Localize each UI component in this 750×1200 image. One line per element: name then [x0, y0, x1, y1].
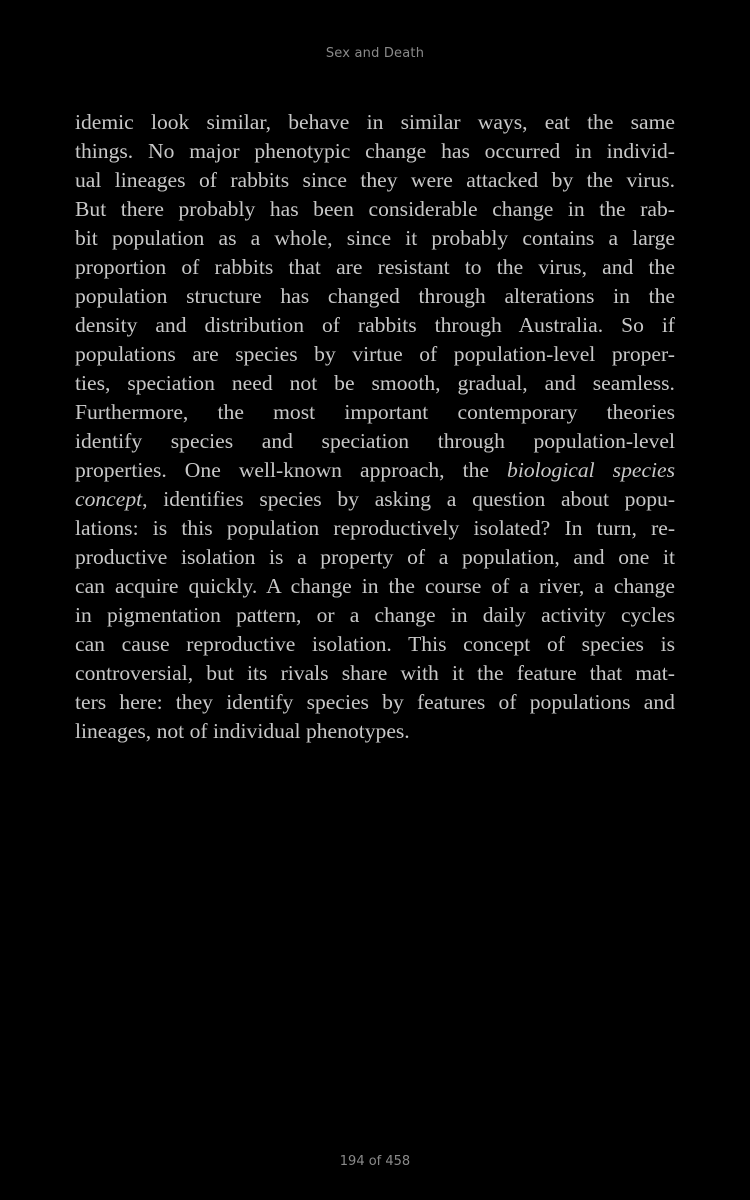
text-word: and — [261, 429, 293, 453]
text-word: of — [181, 255, 200, 279]
text-word: a — [446, 487, 457, 511]
text-word: controversial, — [75, 661, 194, 685]
text-word: alterations — [504, 284, 595, 308]
text-word: cause — [121, 632, 170, 656]
text-word: proportion — [75, 255, 167, 279]
text-word: of — [419, 342, 438, 366]
text-word: a — [594, 574, 604, 598]
text-word: mat- — [635, 661, 675, 685]
text-word: or — [316, 603, 335, 627]
text-word: , — [142, 487, 148, 511]
text-word: course — [424, 574, 482, 598]
text-word: population — [111, 226, 205, 250]
text-word: change — [613, 574, 676, 598]
text-word: has — [280, 284, 310, 308]
text-word: quickly. — [188, 574, 258, 598]
text-word: with — [400, 661, 439, 685]
text-word: virus. — [626, 168, 676, 192]
text-line — [75, 601, 675, 630]
text-word: and — [573, 545, 605, 569]
text-word: species — [170, 429, 234, 453]
text-line — [75, 195, 675, 224]
text-word: approach, — [360, 458, 445, 482]
text-word: are — [192, 342, 219, 366]
text-word: identify — [75, 429, 143, 453]
text-word: cycles — [621, 603, 675, 627]
text-word: whole, — [274, 226, 333, 250]
text-word: of — [189, 719, 208, 743]
text-word: rab- — [640, 197, 675, 221]
text-word: can — [75, 632, 105, 656]
text-word: through — [437, 429, 505, 453]
text-word: ters — [75, 690, 107, 714]
text-word: a — [519, 574, 529, 598]
text-word: and — [643, 690, 675, 714]
text-word: has — [269, 197, 299, 221]
text-word: the — [648, 284, 676, 308]
text-word: the — [648, 255, 675, 279]
text-word: is — [152, 516, 168, 540]
text-word: is — [660, 632, 676, 656]
text-word: rivals — [280, 661, 329, 685]
text-word: a — [297, 545, 307, 569]
text-word: individual — [212, 719, 301, 743]
text-word: things. — [75, 139, 134, 163]
text-word: population-level — [533, 429, 676, 453]
text-word: need — [231, 371, 273, 395]
text-word: has — [441, 139, 470, 163]
text-word: a — [438, 545, 449, 569]
text-word: eat — [544, 110, 570, 134]
text-word: in — [75, 603, 92, 627]
text-line — [75, 108, 675, 137]
text-word: feature — [516, 661, 577, 685]
text-word: in — [361, 574, 379, 598]
text-word: seamless. — [592, 371, 675, 395]
text-word: by — [337, 487, 359, 511]
text-word: rabbits — [357, 313, 417, 337]
text-word: identifies — [163, 487, 244, 511]
text-word: isolation. — [312, 632, 392, 656]
text-word: population — [75, 284, 168, 308]
text-word: is — [269, 545, 284, 569]
text-word: bit — [75, 226, 98, 250]
text-word: since — [346, 226, 392, 250]
text-word: in — [366, 110, 384, 134]
text-line — [75, 166, 675, 195]
text-word: pattern, — [236, 603, 302, 627]
text-word: distribution — [204, 313, 305, 337]
text-word: asking — [374, 487, 432, 511]
text-word: similar — [400, 110, 461, 134]
text-word: phenotypes. — [305, 719, 410, 743]
text-word: and — [155, 313, 187, 337]
text-word: populations — [75, 342, 176, 366]
text-line — [75, 572, 675, 601]
text-word: virus, — [538, 255, 587, 279]
text-word: rabbits — [230, 168, 290, 192]
text-word: of — [321, 313, 340, 337]
text-word: theories — [606, 400, 675, 424]
text-word: identify — [226, 690, 294, 714]
text-word: they — [175, 690, 213, 714]
text-word: not — [289, 371, 318, 395]
text-word: its — [247, 661, 268, 685]
text-word: contemporary — [457, 400, 578, 424]
text-word: in — [450, 603, 468, 627]
text-word: but — [206, 661, 234, 685]
text-word: river, — [538, 574, 585, 598]
text-word: virtue — [352, 342, 403, 366]
text-word: lineages, — [75, 719, 152, 743]
text-word: are — [336, 255, 363, 279]
text-word: property — [320, 545, 394, 569]
text-word: Furthermore, — [75, 400, 189, 424]
text-word: change — [290, 574, 352, 598]
text-word: productive — [75, 545, 168, 569]
text-word: look — [150, 110, 190, 134]
text-word: the — [462, 458, 489, 482]
text-word: turn, — [596, 516, 637, 540]
text-word: large — [632, 226, 675, 250]
text-line — [75, 311, 675, 340]
text-line — [75, 485, 675, 514]
text-word: ual — [75, 168, 102, 192]
text-line — [75, 137, 675, 166]
text-word: by — [314, 342, 336, 366]
text-word: share — [341, 661, 388, 685]
text-word: ways, — [477, 110, 528, 134]
text-word: reproductively — [333, 516, 460, 540]
text-word: gradual, — [457, 371, 528, 395]
text-word: daily — [482, 603, 526, 627]
text-word: of — [546, 632, 565, 656]
text-word: speciation — [127, 371, 215, 395]
text-word: by — [551, 168, 574, 192]
text-word: acquire — [114, 574, 179, 598]
text-word: isolated? — [473, 516, 551, 540]
page-indicator: 194 of 458 — [339, 1154, 411, 1169]
text-word: it — [405, 226, 418, 250]
text-word: the — [388, 574, 415, 598]
text-word: the — [217, 400, 244, 424]
text-word: that — [589, 661, 623, 685]
text-word: isolation — [180, 545, 256, 569]
text-word: re- — [651, 516, 676, 540]
text-word: been — [313, 197, 354, 221]
text-word: it — [452, 661, 464, 685]
text-word: idemic — [75, 110, 134, 134]
text-line — [75, 398, 675, 427]
text-line — [75, 543, 675, 572]
text-word: change — [492, 197, 554, 221]
text-line — [75, 427, 675, 456]
text-word: there — [120, 197, 164, 221]
text-word: of — [198, 168, 217, 192]
text-word: density — [75, 313, 138, 337]
text-word: were — [410, 168, 453, 192]
text-word: smooth, — [371, 371, 441, 395]
text-word: through — [418, 284, 486, 308]
text-word: features — [416, 690, 486, 714]
text-line — [75, 456, 675, 485]
text-word: proper- — [611, 342, 675, 366]
text-word: most — [273, 400, 316, 424]
text-word: through — [434, 313, 502, 337]
text-word: No — [148, 139, 175, 163]
text-word: can — [75, 574, 105, 598]
text-word: So — [621, 313, 644, 337]
text-word: attacked — [466, 168, 539, 192]
text-line — [75, 369, 675, 398]
text-word: question — [472, 487, 546, 511]
text-word: in — [613, 284, 630, 308]
body-text — [75, 108, 675, 746]
text-word: it — [663, 545, 676, 569]
text-word: as — [218, 226, 237, 250]
text-word: popu- — [624, 487, 676, 511]
text-word: considerable — [368, 197, 478, 221]
text-word: similar, — [206, 110, 272, 134]
text-word: population, — [461, 545, 560, 569]
text-word: if — [661, 313, 676, 337]
text-word: in — [567, 197, 585, 221]
text-word: species — [306, 690, 369, 714]
text-line — [75, 282, 675, 311]
text-word: and — [544, 371, 576, 395]
text-word: concept — [463, 632, 531, 656]
text-word: of — [491, 574, 510, 598]
text-word: a — [349, 603, 360, 627]
italic-text: concept — [75, 487, 143, 511]
text-word: ties, — [75, 371, 111, 395]
text-line — [75, 659, 675, 688]
text-word: behave — [288, 110, 350, 134]
text-word: pigmentation — [106, 603, 221, 627]
text-word: same — [630, 110, 676, 134]
text-word: speciation — [321, 429, 410, 453]
text-word: structure — [186, 284, 262, 308]
text-word: contains — [522, 226, 595, 250]
text-word: occurred — [484, 139, 561, 163]
text-word: they — [360, 168, 398, 192]
text-line — [75, 514, 675, 543]
text-word: A — [266, 574, 281, 598]
text-line — [75, 253, 675, 282]
text-word: since — [302, 168, 347, 192]
running-header: Sex and Death — [325, 46, 425, 61]
text-word: be — [334, 371, 355, 395]
text-word: lations: — [75, 516, 139, 540]
text-word: lineages — [114, 168, 186, 192]
text-word: probably — [431, 226, 509, 250]
text-word: by — [382, 690, 404, 714]
text-word: phenotypic — [254, 139, 351, 163]
text-word: populations — [529, 690, 631, 714]
italic-text: biological — [507, 458, 595, 482]
text-word: here: — [119, 690, 163, 714]
text-word: not — [156, 719, 185, 743]
text-line — [75, 717, 675, 746]
text-word: the — [496, 255, 524, 279]
text-word: well-known — [238, 458, 342, 482]
text-word: species — [235, 342, 298, 366]
text-word: species — [259, 487, 322, 511]
text-word: the — [586, 168, 614, 192]
text-word: of — [407, 545, 426, 569]
text-word: Australia. — [518, 313, 604, 337]
text-word: important — [344, 400, 429, 424]
text-word: species — [581, 632, 644, 656]
text-word: about — [560, 487, 609, 511]
text-word: and — [602, 255, 634, 279]
text-word: population-level — [453, 342, 596, 366]
text-word: the — [587, 110, 614, 134]
text-word: this — [181, 516, 213, 540]
text-word: This — [408, 632, 447, 656]
text-line — [75, 340, 675, 369]
text-word: the — [599, 197, 626, 221]
text-word: to — [464, 255, 482, 279]
text-word: But — [75, 197, 107, 221]
text-word: major — [189, 139, 240, 163]
text-word: One — [184, 458, 221, 482]
text-word: change — [365, 139, 427, 163]
text-word: a — [250, 226, 261, 250]
text-word: that — [288, 255, 321, 279]
text-word: population — [226, 516, 320, 540]
text-word: in — [575, 139, 592, 163]
text-word: individ- — [606, 139, 675, 163]
text-word: of — [498, 690, 517, 714]
text-word: change — [374, 603, 436, 627]
text-word: resistant — [377, 255, 450, 279]
text-line — [75, 630, 675, 659]
text-word: In — [564, 516, 583, 540]
text-word: rabbits — [214, 255, 274, 279]
text-word: the — [477, 661, 504, 685]
text-word: changed — [327, 284, 400, 308]
text-word: reproductive — [186, 632, 296, 656]
text-word: one — [618, 545, 650, 569]
text-line — [75, 224, 675, 253]
text-word: probably — [178, 197, 256, 221]
text-line — [75, 688, 675, 717]
italic-text: species — [612, 458, 676, 482]
text-word: activity — [541, 603, 606, 627]
text-word: properties. — [75, 458, 167, 482]
text-word: a — [608, 226, 619, 250]
